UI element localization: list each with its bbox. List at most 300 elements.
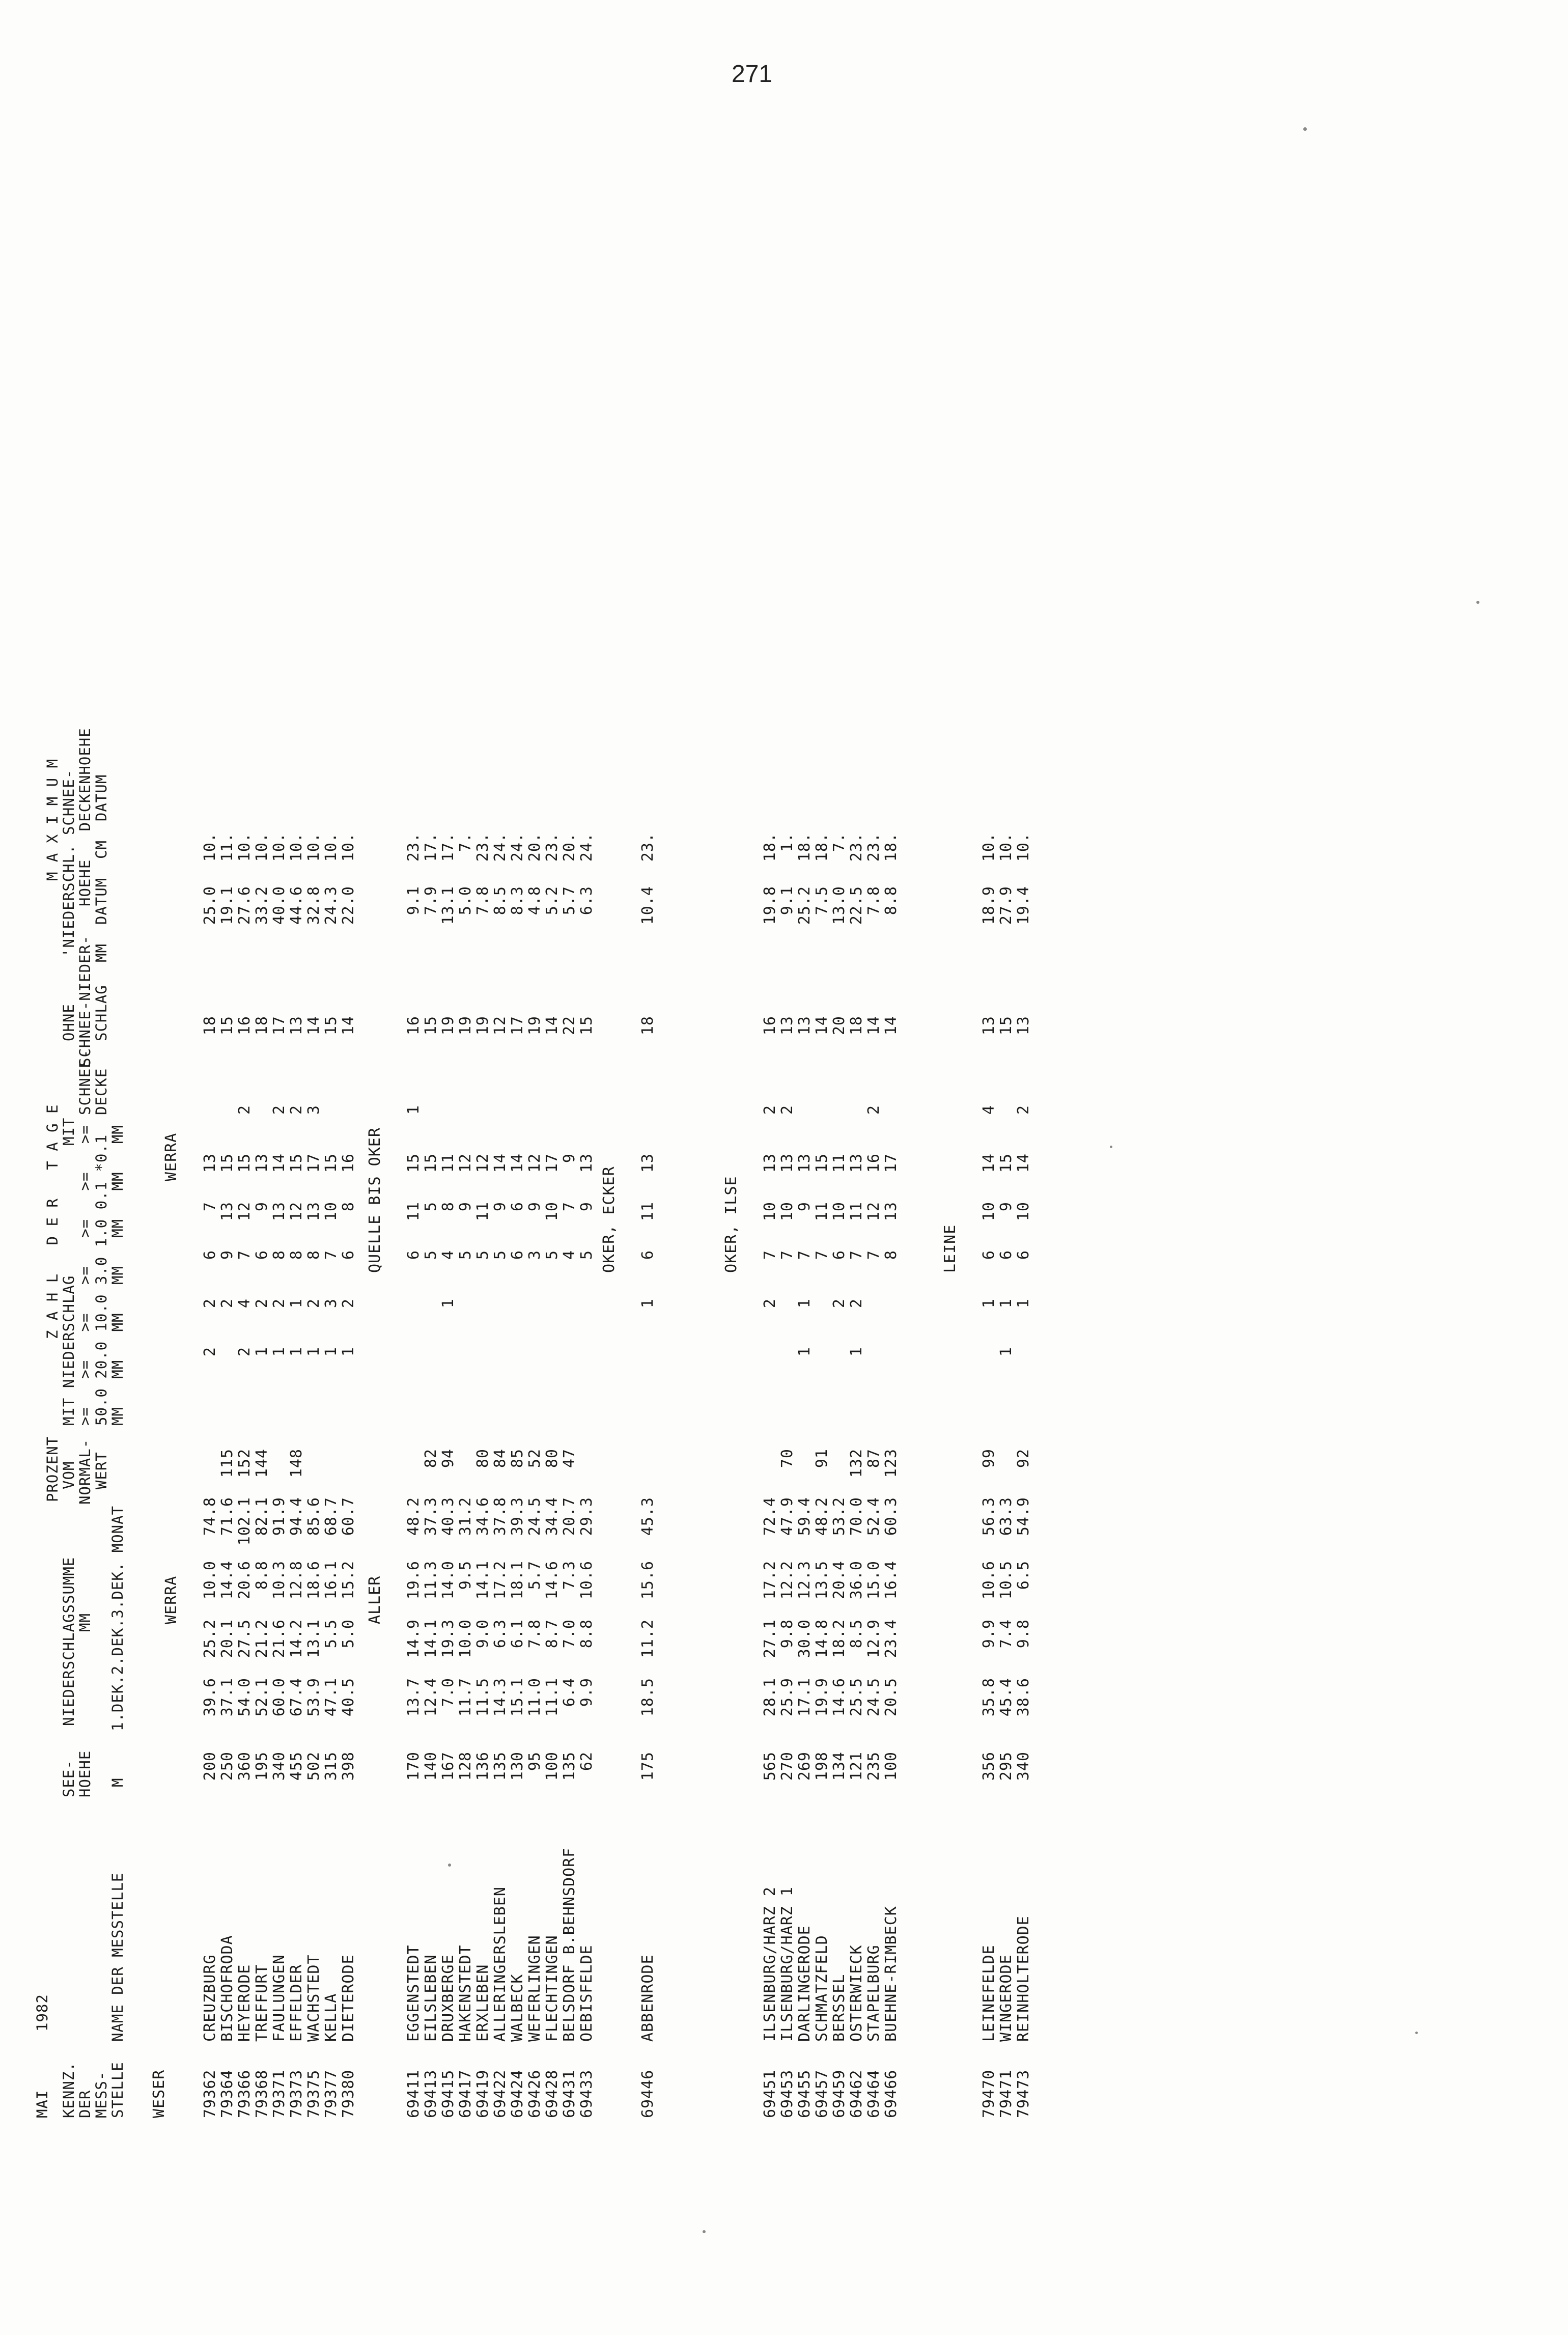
table-cell-monat: 70.0 bbox=[848, 1497, 865, 1536]
table-cell-hoehe: 235 bbox=[865, 1752, 883, 1781]
table-cell-maxdat: 10. bbox=[340, 832, 357, 862]
table-cell-maxmm: 18.9 bbox=[980, 886, 998, 925]
header-prozent-3: NORMAL- bbox=[76, 1438, 94, 1505]
table-cell-ohne: 13 bbox=[288, 1016, 305, 1036]
table-cell-ohne: 19 bbox=[474, 1016, 492, 1036]
table-cell-name: SCHMATZFELD bbox=[813, 1935, 831, 2042]
table-cell-t01: 17 bbox=[882, 1153, 900, 1173]
header-kennz-1: KENNZ. bbox=[60, 2062, 77, 2118]
table-cell-hoehe: 195 bbox=[253, 1752, 271, 1781]
table-cell-monat: 72.4 bbox=[761, 1497, 779, 1536]
table-cell-t20: 1 bbox=[796, 1347, 814, 1357]
table-cell-d2: 21.6 bbox=[270, 1619, 288, 1658]
scan-speck bbox=[1110, 1146, 1112, 1148]
table-cell-d3: 20.4 bbox=[830, 1561, 848, 1600]
table-cell-t01: 14 bbox=[1015, 1153, 1032, 1173]
table-cell-ohne: 14 bbox=[813, 1016, 831, 1036]
table-cell-prozent: 94 bbox=[439, 1449, 457, 1468]
table-cell-hoehe: 62 bbox=[578, 1752, 596, 1771]
table-cell-id: 69431 bbox=[561, 2069, 578, 2118]
table-cell-id: 69413 bbox=[422, 2069, 440, 2118]
table-cell-d2: 8.8 bbox=[578, 1619, 596, 1649]
table-cell-t1: 6 bbox=[509, 1202, 526, 1212]
table-cell-maxmm: 25.0 bbox=[201, 886, 219, 925]
table-cell-ohne: 15 bbox=[997, 1016, 1015, 1036]
table-cell-d2: 6.1 bbox=[509, 1619, 526, 1649]
table-cell-d3: 15.2 bbox=[340, 1561, 357, 1600]
table-cell-name: WINGERODE bbox=[997, 1954, 1015, 2042]
table-cell-d3: 18.6 bbox=[305, 1561, 323, 1600]
table-cell-d2: 9.8 bbox=[1015, 1619, 1032, 1649]
table-cell-t1: 13 bbox=[218, 1202, 236, 1221]
table-cell-prozent: 115 bbox=[218, 1449, 236, 1478]
table-cell-d2: 25.2 bbox=[201, 1619, 219, 1658]
table-cell-d3: 10.6 bbox=[980, 1561, 998, 1600]
table-cell-t3: 8 bbox=[288, 1250, 305, 1260]
table-cell-ohne: 15 bbox=[322, 1016, 340, 1036]
table-cell-name: EFFELDER bbox=[288, 1964, 305, 2042]
section-tage-label: WERRA bbox=[162, 1132, 180, 1181]
section-tage-label: OKER, ECKER bbox=[600, 1166, 618, 1273]
table-cell-t01: 15 bbox=[813, 1153, 831, 1173]
table-cell-name: DIETERODE bbox=[340, 1954, 357, 2042]
header-tage-row2: 50.0 20.0 10.0 3.0 1.0 0.1 *0.1 bbox=[93, 1134, 110, 1426]
table-cell-id: 69451 bbox=[761, 2069, 779, 2118]
table-cell-t3: 7 bbox=[761, 1250, 779, 1260]
table-cell-monat: 68.7 bbox=[322, 1497, 340, 1536]
table-cell-name: ERXLEBEN bbox=[474, 1964, 492, 2042]
rotated-table bbox=[28, 0, 1229, 2133]
table-cell-ohne: 16 bbox=[761, 1016, 779, 1036]
header-tage-row1: >= >= >= >= >= >= >= bbox=[76, 1125, 94, 1426]
table-cell-id: 69424 bbox=[509, 2069, 526, 2118]
table-cell-d2: 14.2 bbox=[288, 1619, 305, 1658]
table-cell-d2: 12.9 bbox=[865, 1619, 883, 1658]
table-cell-d1: 11.1 bbox=[543, 1678, 561, 1717]
table-cell-t3: 5 bbox=[543, 1250, 561, 1260]
table-cell-monat: 63.3 bbox=[997, 1497, 1015, 1536]
table-cell-hoehe: 135 bbox=[491, 1752, 509, 1781]
table-cell-maxmm: 5.2 bbox=[543, 886, 561, 915]
table-cell-d3: 36.0 bbox=[848, 1561, 865, 1600]
table-cell-t01: 15 bbox=[997, 1153, 1015, 1173]
table-cell-d3: 17.2 bbox=[491, 1561, 509, 1600]
table-cell-maxdat: 10. bbox=[997, 832, 1015, 862]
table-cell-t10: 4 bbox=[236, 1298, 254, 1309]
table-cell-maxmm: 27.6 bbox=[236, 886, 254, 925]
table-cell-d1: 6.4 bbox=[561, 1678, 578, 1707]
table-cell-maxdat: 10. bbox=[236, 832, 254, 862]
table-cell-tmit: 2 bbox=[1015, 1105, 1032, 1115]
table-cell-name: OSTERWIECK bbox=[848, 1944, 865, 2042]
table-cell-ohne: 13 bbox=[796, 1016, 814, 1036]
table-cell-t1: 10 bbox=[761, 1202, 779, 1221]
table-cell-name: FLECHTINGEN bbox=[543, 1935, 561, 2042]
table-cell-t1: 12 bbox=[236, 1202, 254, 1221]
table-cell-t20: 1 bbox=[997, 1347, 1015, 1357]
table-cell-hoehe: 398 bbox=[340, 1752, 357, 1781]
table-cell-maxmm: 5.7 bbox=[561, 886, 578, 915]
table-cell-d2: 7.4 bbox=[997, 1619, 1015, 1649]
scan-speck bbox=[1415, 2032, 1418, 2034]
table-cell-maxmm: 33.2 bbox=[253, 886, 271, 925]
table-cell-d2: 7.8 bbox=[526, 1619, 544, 1649]
table-cell-maxdat: 10. bbox=[253, 832, 271, 862]
table-cell-t1: 9 bbox=[997, 1202, 1015, 1212]
table-cell-t3: 8 bbox=[270, 1250, 288, 1260]
table-cell-t1: 9 bbox=[491, 1202, 509, 1212]
table-cell-hoehe: 175 bbox=[639, 1752, 657, 1781]
table-cell-t3: 7 bbox=[848, 1250, 865, 1260]
table-cell-ohne: 13 bbox=[980, 1016, 998, 1036]
table-cell-t3: 5 bbox=[474, 1250, 492, 1260]
table-cell-monat: 60.7 bbox=[340, 1497, 357, 1536]
table-cell-t01: 12 bbox=[526, 1153, 544, 1173]
table-cell-t1: 10 bbox=[543, 1202, 561, 1221]
table-cell-d3: 20.6 bbox=[236, 1561, 254, 1600]
table-cell-t1: 7 bbox=[561, 1202, 578, 1212]
table-cell-t01: 16 bbox=[340, 1153, 357, 1173]
table-cell-hoehe: 200 bbox=[201, 1752, 219, 1781]
scan-speck bbox=[1476, 601, 1479, 604]
table-cell-d3: 14.1 bbox=[474, 1561, 492, 1600]
table-cell-d2: 21.2 bbox=[253, 1619, 271, 1658]
table-cell-hoehe: 140 bbox=[422, 1752, 440, 1781]
table-cell-t01: 13 bbox=[796, 1153, 814, 1173]
table-cell-d1: 11.5 bbox=[474, 1678, 492, 1717]
table-cell-monat: 34.4 bbox=[543, 1497, 561, 1536]
header-kennz-2: DER bbox=[76, 2090, 94, 2118]
table-cell-d3: 18.1 bbox=[509, 1561, 526, 1600]
table-cell-t3: 6 bbox=[509, 1250, 526, 1260]
table-cell-t10: 1 bbox=[796, 1298, 814, 1309]
table-cell-t10: 1 bbox=[997, 1298, 1015, 1309]
table-cell-d3: 5.7 bbox=[526, 1561, 544, 1590]
table-cell-t3: 6 bbox=[639, 1250, 657, 1260]
table-cell-t3: 6 bbox=[201, 1250, 219, 1260]
table-cell-ohne: 19 bbox=[526, 1016, 544, 1036]
table-cell-d1: 28.1 bbox=[761, 1678, 779, 1717]
table-cell-name: EILSLEBEN bbox=[422, 1954, 440, 2042]
table-cell-ohne: 18 bbox=[253, 1016, 271, 1036]
table-cell-maxmm: 40.0 bbox=[270, 886, 288, 925]
table-cell-t01: 14 bbox=[491, 1153, 509, 1173]
table-cell-monat: 48.2 bbox=[405, 1497, 423, 1536]
table-cell-id: 69411 bbox=[405, 2069, 423, 2118]
table-cell-d1: 52.1 bbox=[253, 1678, 271, 1717]
table-cell-hoehe: 315 bbox=[322, 1752, 340, 1781]
table-cell-d3: 8.8 bbox=[253, 1561, 271, 1590]
table-cell-prozent: 52 bbox=[526, 1449, 544, 1468]
table-cell-name: REINHOLTERODE bbox=[1015, 1915, 1032, 2042]
year-label: 1982 bbox=[34, 1994, 51, 2032]
table-cell-ohne: 22 bbox=[561, 1016, 578, 1036]
table-cell-monat: 60.3 bbox=[882, 1497, 900, 1536]
table-cell-id: 79380 bbox=[340, 2069, 357, 2118]
table-cell-t01: 13 bbox=[848, 1153, 865, 1173]
table-cell-d1: 7.0 bbox=[439, 1678, 457, 1707]
table-cell-d1: 40.5 bbox=[340, 1678, 357, 1717]
table-cell-d2: 5.0 bbox=[340, 1619, 357, 1649]
table-cell-hoehe: 121 bbox=[848, 1752, 865, 1781]
table-cell-d1: 38.6 bbox=[1015, 1678, 1032, 1717]
table-cell-t20: 1 bbox=[340, 1347, 357, 1357]
table-cell-maxdat: 10. bbox=[270, 832, 288, 862]
table-cell-hoehe: 128 bbox=[457, 1752, 474, 1781]
table-cell-prozent: 92 bbox=[1015, 1449, 1032, 1468]
table-cell-prozent: 80 bbox=[474, 1449, 492, 1468]
table-cell-t10: 2 bbox=[201, 1298, 219, 1309]
table-cell-t01: 13 bbox=[201, 1153, 219, 1173]
table-cell-hoehe: 136 bbox=[474, 1752, 492, 1781]
header-name: NAME DER MESSTELLE bbox=[109, 1872, 126, 2042]
table-cell-d1: 12.4 bbox=[422, 1678, 440, 1717]
table-cell-name: ABBENRODE bbox=[639, 1954, 657, 2042]
table-cell-d1: 14.3 bbox=[491, 1678, 509, 1717]
table-cell-hoehe: 269 bbox=[796, 1752, 814, 1781]
table-cell-d1: 25.5 bbox=[848, 1678, 865, 1717]
table-cell-tmit: 1 bbox=[405, 1105, 423, 1115]
table-cell-monat: 45.3 bbox=[639, 1497, 657, 1536]
table-cell-maxdat: 11. bbox=[218, 832, 236, 862]
table-cell-d3: 16.1 bbox=[322, 1561, 340, 1600]
table-cell-monat: 37.3 bbox=[422, 1497, 440, 1536]
table-cell-t1: 5 bbox=[422, 1202, 440, 1212]
table-cell-maxmm: 7.9 bbox=[422, 886, 440, 915]
table-cell-maxdat: 18. bbox=[882, 832, 900, 862]
header-schnee-1: SCHNEE- bbox=[76, 1049, 94, 1115]
table-cell-monat: 40.3 bbox=[439, 1497, 457, 1536]
table-cell-maxmm: 22.0 bbox=[340, 886, 357, 925]
table-cell-t01: 13 bbox=[639, 1153, 657, 1173]
header-hoehe-2: HOEHE bbox=[76, 1750, 94, 1797]
header-max-sub: 'NIEDERSCHL. SCHNEE- bbox=[60, 769, 77, 957]
table-cell-t3: 8 bbox=[305, 1250, 323, 1260]
table-cell-monat: 82.1 bbox=[253, 1497, 271, 1536]
table-cell-ohne: 14 bbox=[340, 1016, 357, 1036]
table-cell-prozent: 148 bbox=[288, 1449, 305, 1478]
table-cell-id: 79364 bbox=[218, 2069, 236, 2118]
table-cell-d2: 14.9 bbox=[405, 1619, 423, 1658]
table-cell-t01: 15 bbox=[288, 1153, 305, 1173]
table-cell-maxdat: 7. bbox=[457, 832, 474, 852]
table-cell-id: 79375 bbox=[305, 2069, 323, 2118]
table-cell-name: TREFFURT bbox=[253, 1964, 271, 2042]
table-cell-t20: 1 bbox=[305, 1347, 323, 1357]
table-cell-prozent: 82 bbox=[422, 1449, 440, 1468]
table-cell-id: 69415 bbox=[439, 2069, 457, 2118]
table-cell-t1: 11 bbox=[639, 1202, 657, 1221]
table-cell-t1: 11 bbox=[474, 1202, 492, 1221]
table-cell-ohne: 14 bbox=[305, 1016, 323, 1036]
table-cell-maxdat: 23. bbox=[405, 832, 423, 862]
table-cell-prozent: 87 bbox=[865, 1449, 883, 1468]
table-cell-t3: 7 bbox=[322, 1250, 340, 1260]
table-cell-name: DARLINGERODE bbox=[796, 1925, 814, 2042]
table-cell-d2: 27.5 bbox=[236, 1619, 254, 1658]
table-cell-ohne: 17 bbox=[270, 1016, 288, 1036]
table-cell-t1: 8 bbox=[439, 1202, 457, 1212]
table-cell-name: FAULUNGEN bbox=[270, 1954, 288, 2042]
table-cell-name: CREUZBURG bbox=[201, 1954, 219, 2042]
table-cell-d1: 24.5 bbox=[865, 1678, 883, 1717]
table-cell-prozent: 85 bbox=[509, 1449, 526, 1468]
table-cell-d1: 47.1 bbox=[322, 1678, 340, 1717]
table-cell-hoehe: 502 bbox=[305, 1752, 323, 1781]
table-cell-maxdat: 10. bbox=[322, 832, 340, 862]
table-cell-ohne: 14 bbox=[543, 1016, 561, 1036]
table-cell-t01: 14 bbox=[270, 1153, 288, 1173]
table-cell-maxdat: 10. bbox=[305, 832, 323, 862]
table-cell-maxmm: 44.6 bbox=[288, 886, 305, 925]
table-cell-maxmm: 19.4 bbox=[1015, 886, 1032, 925]
table-cell-prozent: 91 bbox=[813, 1449, 831, 1468]
table-cell-d3: 15.0 bbox=[865, 1561, 883, 1600]
table-cell-hoehe: 134 bbox=[830, 1752, 848, 1781]
table-cell-maxdat: 23. bbox=[865, 832, 883, 862]
table-cell-d1: 19.9 bbox=[813, 1678, 831, 1717]
table-cell-t01: 9 bbox=[561, 1153, 578, 1163]
table-cell-ohne: 16 bbox=[236, 1016, 254, 1036]
table-cell-maxdat: 10. bbox=[1015, 832, 1032, 862]
table-cell-maxmm: 27.9 bbox=[997, 886, 1015, 925]
table-cell-tmit: 2 bbox=[761, 1105, 779, 1115]
table-cell-t01: 12 bbox=[457, 1153, 474, 1173]
table-cell-hoehe: 135 bbox=[561, 1752, 578, 1781]
header-tage-sub1: MIT NIEDERSCHLAG bbox=[60, 1275, 77, 1426]
table-cell-monat: 37.8 bbox=[491, 1497, 509, 1536]
table-cell-d3: 16.4 bbox=[882, 1561, 900, 1600]
table-cell-id: 69459 bbox=[830, 2069, 848, 2118]
table-cell-d3: 6.5 bbox=[1015, 1561, 1032, 1590]
table-cell-maxdat: 10. bbox=[980, 832, 998, 862]
table-cell-name: WEFERLINGEN bbox=[526, 1935, 544, 2042]
table-cell-t20: 2 bbox=[201, 1347, 219, 1357]
table-cell-d3: 10.0 bbox=[201, 1561, 219, 1600]
table-cell-d1: 17.1 bbox=[796, 1678, 814, 1717]
header-prozent-4: WERT bbox=[93, 1452, 110, 1489]
table-cell-name: KELLA bbox=[322, 1993, 340, 2042]
table-cell-t01: 15 bbox=[218, 1153, 236, 1173]
table-cell-id: 79371 bbox=[270, 2069, 288, 2118]
table-cell-prozent: 47 bbox=[561, 1449, 578, 1468]
table-cell-ohne: 20 bbox=[830, 1016, 848, 1036]
table-cell-t3: 5 bbox=[422, 1250, 440, 1260]
table-cell-maxdat: 17. bbox=[422, 832, 440, 862]
table-cell-monat: 85.6 bbox=[305, 1497, 323, 1536]
table-cell-d1: 39.6 bbox=[201, 1678, 219, 1717]
table-cell-t01: 13 bbox=[761, 1153, 779, 1173]
table-cell-maxmm: 8.3 bbox=[509, 886, 526, 915]
table-cell-id: 79473 bbox=[1015, 2069, 1032, 2118]
table-cell-d1: 11.7 bbox=[457, 1678, 474, 1717]
table-cell-id: 69419 bbox=[474, 2069, 492, 2118]
table-cell-name: ILSENBURG/HARZ 2 bbox=[761, 1886, 779, 2042]
table-cell-t01: 15 bbox=[236, 1153, 254, 1173]
table-cell-t1: 10 bbox=[778, 1202, 796, 1221]
table-cell-d3: 15.6 bbox=[639, 1561, 657, 1600]
table-cell-t01: 17 bbox=[543, 1153, 561, 1173]
header-max-sub3: MM DATUM CM DATUM bbox=[93, 774, 110, 962]
region-label: WESER bbox=[150, 2069, 168, 2118]
table-cell-maxmm: 8.8 bbox=[882, 886, 900, 915]
table-cell-maxmm: 7.8 bbox=[474, 886, 492, 915]
table-cell-t1: 10 bbox=[1015, 1202, 1032, 1221]
table-cell-monat: 29.3 bbox=[578, 1497, 596, 1536]
table-cell-t10: 2 bbox=[340, 1298, 357, 1309]
table-cell-maxmm: 4.8 bbox=[526, 886, 544, 915]
table-cell-d3: 13.5 bbox=[813, 1561, 831, 1600]
header-ohne-1: OHNE bbox=[60, 1004, 77, 1041]
header-schnee-2: DECKE bbox=[93, 1068, 110, 1115]
table-cell-ohne: 18 bbox=[201, 1016, 219, 1036]
table-cell-t1: 13 bbox=[882, 1202, 900, 1221]
table-cell-id: 69457 bbox=[813, 2069, 831, 2118]
table-cell-prozent: 70 bbox=[778, 1449, 796, 1468]
table-cell-d2: 9.0 bbox=[474, 1619, 492, 1649]
table-cell-d1: 35.8 bbox=[980, 1678, 998, 1717]
table-cell-maxdat: 18. bbox=[761, 832, 779, 862]
table-cell-d1: 53.9 bbox=[305, 1678, 323, 1717]
table-cell-id: 69453 bbox=[778, 2069, 796, 2118]
table-cell-monat: 31.2 bbox=[457, 1497, 474, 1536]
table-cell-t20: 1 bbox=[322, 1347, 340, 1357]
table-cell-id: 69455 bbox=[796, 2069, 814, 2118]
table-cell-tmit: 2 bbox=[778, 1105, 796, 1115]
table-cell-tmit: 2 bbox=[270, 1105, 288, 1115]
table-cell-d1: 20.5 bbox=[882, 1678, 900, 1717]
section-tage-label: LEINE bbox=[941, 1224, 959, 1273]
table-cell-ohne: 17 bbox=[509, 1016, 526, 1036]
table-cell-d2: 27.1 bbox=[761, 1619, 779, 1658]
table-cell-t20: 1 bbox=[253, 1347, 271, 1357]
table-cell-id: 79377 bbox=[322, 2069, 340, 2118]
table-cell-hoehe: 95 bbox=[526, 1752, 544, 1771]
table-cell-t10: 2 bbox=[761, 1298, 779, 1309]
table-cell-id: 69446 bbox=[639, 2069, 657, 2118]
table-cell-maxmm: 19.1 bbox=[218, 886, 236, 925]
table-cell-monat: 56.3 bbox=[980, 1497, 998, 1536]
table-cell-name: EGGENSTEDT bbox=[405, 1944, 423, 2042]
table-cell-maxdat: 23. bbox=[639, 832, 657, 862]
table-cell-name: HEYERODE bbox=[236, 1964, 254, 2042]
table-cell-t10: 2 bbox=[218, 1298, 236, 1309]
table-cell-d1: 9.9 bbox=[578, 1678, 596, 1707]
table-cell-d1: 15.1 bbox=[509, 1678, 526, 1717]
table-cell-name: BISCHOFRODA bbox=[218, 1935, 236, 2042]
table-cell-hoehe: 340 bbox=[1015, 1752, 1032, 1781]
table-cell-id: 69417 bbox=[457, 2069, 474, 2118]
scan-speck bbox=[703, 2230, 706, 2233]
table-cell-t01: 12 bbox=[474, 1153, 492, 1173]
table-cell-d2: 20.1 bbox=[218, 1619, 236, 1658]
table-cell-ohne: 12 bbox=[491, 1016, 509, 1036]
table-cell-d2: 7.0 bbox=[561, 1619, 578, 1649]
table-cell-ohne: 18 bbox=[848, 1016, 865, 1036]
table-cell-t01: 15 bbox=[422, 1153, 440, 1173]
table-cell-d3: 10.3 bbox=[270, 1561, 288, 1600]
table-cell-d2: 8.5 bbox=[848, 1619, 865, 1649]
table-cell-maxdat: 24. bbox=[509, 832, 526, 862]
table-cell-d2: 30.0 bbox=[796, 1619, 814, 1658]
table-cell-name: WACHSTEDT bbox=[305, 1954, 323, 2042]
table-cell-hoehe: 565 bbox=[761, 1752, 779, 1781]
table-cell-t20: 1 bbox=[270, 1347, 288, 1357]
table-cell-d1: 11.0 bbox=[526, 1678, 544, 1717]
table-cell-maxmm: 10.4 bbox=[639, 886, 657, 925]
table-cell-t3: 6 bbox=[340, 1250, 357, 1260]
table-cell-id: 69426 bbox=[526, 2069, 544, 2118]
